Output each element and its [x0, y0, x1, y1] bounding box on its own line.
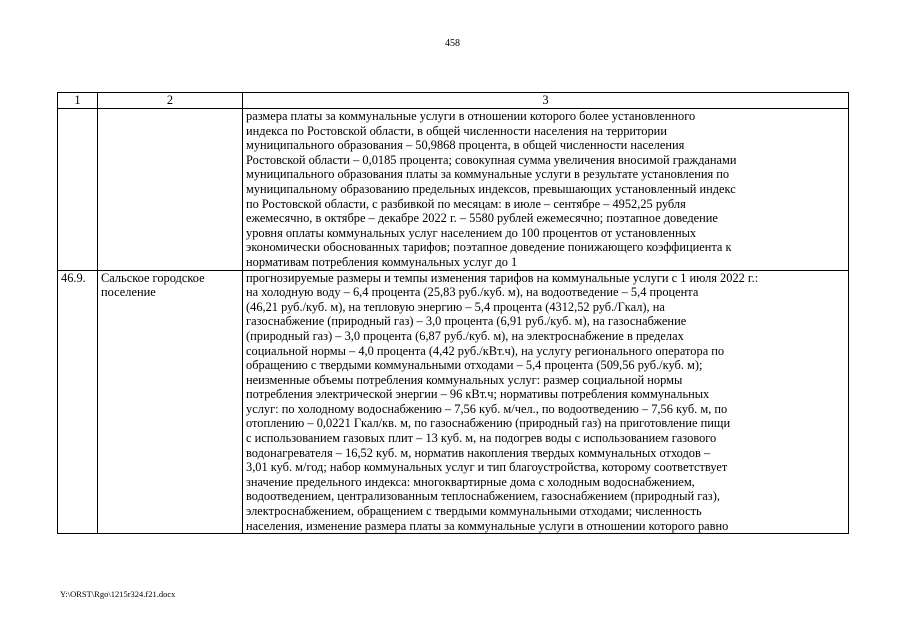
page-number: 458	[445, 38, 460, 49]
row-name-cell: Сальское городское поселение	[98, 270, 243, 534]
text-line: уровня оплаты коммунальных услуг населением до 100 процентов от установленных	[246, 225, 697, 240]
row-text-cell	[243, 109, 849, 271]
text-line: социальной нормы – 4,0 процента (4,42 руб./кВт.ч), на услугу регионального оператора по	[246, 343, 725, 358]
text-line: муниципального образования – 50,9868 процента, в общей численности населения	[246, 138, 685, 153]
text-line: водонагревателя – 16,52 куб. м, норматив накопления твердых коммунальных отходов –	[246, 445, 711, 460]
row-number-cell	[58, 109, 98, 271]
document-table	[57, 92, 849, 534]
header-cell-1: 1	[58, 93, 98, 109]
text-line: значение предельного индекса: многоквартирные дома с холодным водоснабжением,	[246, 474, 695, 489]
text-line: (46,21 руб./куб. м), на тепловую энергию – 5,4 процента (4312,52 руб./Гкал), на	[246, 299, 665, 314]
text-line: электроснабжением, обращением с твердыми коммунальными отходами; численность	[246, 504, 702, 519]
text-line: потребления электрической энергии – 96 кВт.ч; нормативы потребления коммунальных	[246, 387, 710, 402]
text-line: услуг: по холодному водоснабжению – 7,56 куб. м/чел., по водоотведению – 7,56 куб. м, по	[246, 401, 728, 416]
row-name-cell	[98, 109, 243, 271]
text-line: на холодную воду – 6,4 процента (25,83 руб./куб. м), на водоотведение – 5,4 процента	[246, 285, 699, 300]
footer-file-path: Y:\ORST\Rgo\1215r324.f21.docx	[60, 589, 176, 599]
text-line: водоотведением, централизованным теплоснабжением, газоснабжением (природный газ),	[246, 489, 720, 504]
text-line: индекса по Ростовской области, в общей численности населения на территории	[246, 123, 667, 138]
text-line: размера платы за коммунальные услуги в отношении которого более установленного	[246, 109, 696, 123]
text-line: нормативам потребления коммунальных услуг до 1	[246, 254, 518, 269]
text-line: с использованием газовых плит – 13 куб. м, на подогрев воды с использованием газового	[246, 431, 717, 446]
text-line: ежемесячно, в октябре – декабре 2022 г. – 5580 рублей ежемесячно; поэтапное доведение	[246, 211, 718, 226]
row-text-cell	[243, 270, 849, 534]
text-line: 3,01 куб. м/год; набор коммунальных услуг и тип благоустройства, которому соответствует	[246, 460, 728, 475]
header-cell-3: 3	[243, 93, 849, 109]
text-line: газоснабжение (природный газ) – 3,0 процента (6,91 руб./куб. м), на газоснабжение	[246, 314, 687, 329]
table-row	[58, 109, 849, 271]
text-line: неизменные объемы потребления коммунальных услуг: размер социальной нормы	[246, 372, 683, 387]
table-header-row	[58, 93, 849, 109]
text-line: по Ростовской области, с разбивкой по месяцам: в июле – сентябре – 4952,25 рубля	[246, 196, 686, 211]
text-line: (природный газ) – 3,0 процента (6,87 руб./куб. м), на электроснабжение в пределах	[246, 328, 684, 343]
table-row	[58, 270, 849, 534]
text-line: муниципальному образованию предельных индексов, превышающих установленный индекс	[246, 181, 736, 196]
text-line: обращению с твердыми коммунальными отходами – 5,4 процента (509,56 руб./куб. м);	[246, 358, 703, 373]
header-cell-2: 2	[98, 93, 243, 109]
text-line: Ростовской области – 0,0185 процента; совокупная сумма увеличения вносимой гражданами	[246, 152, 737, 167]
text-line: муниципального образования платы за коммунальные услуги в результате установления по	[246, 167, 730, 182]
text-line: прогнозируемые размеры и темпы изменения тарифов на коммунальные услуги с 1 июля 2022 г.:	[246, 270, 759, 285]
text-line: отоплению – 0,0221 Гкал/кв. м, по газоснабжению (природный газ) на приготовление пищи	[246, 416, 731, 431]
text-line: населения, изменение размера платы за коммунальные услуги в отношении которого равно	[246, 518, 729, 533]
text-line: экономически обоснованных тарифов; поэтапное доведение понижающего коэффициента к	[246, 240, 732, 255]
row-number-cell: 46.9.	[58, 270, 98, 534]
